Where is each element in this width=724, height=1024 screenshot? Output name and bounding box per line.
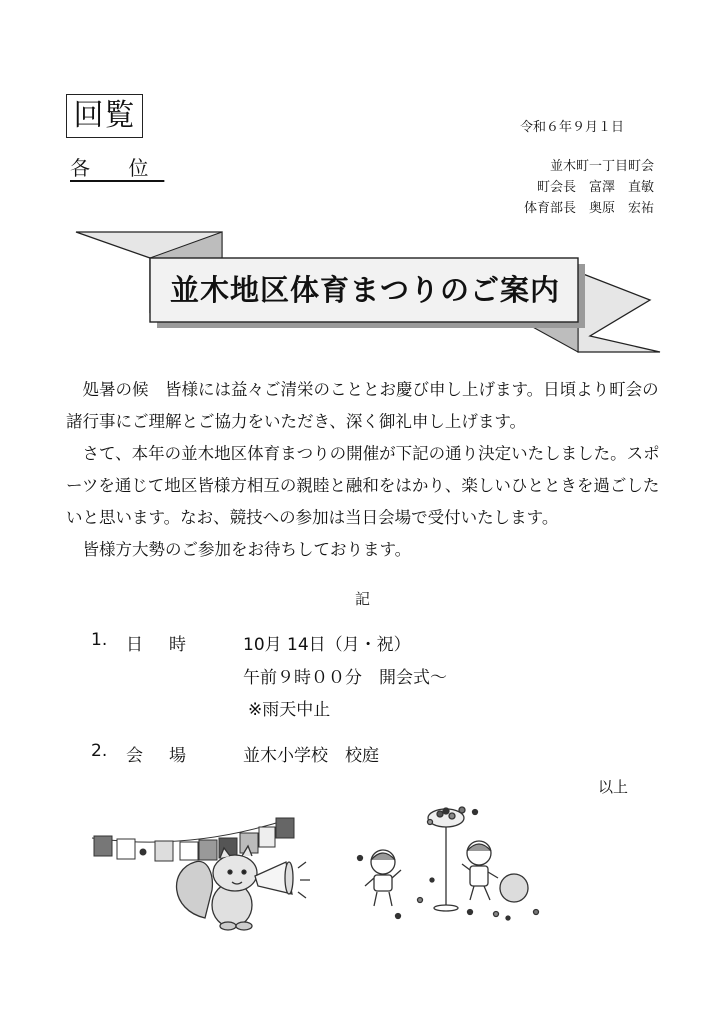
item-time-value: 午前９時００分 開会式～ [243, 668, 447, 688]
item-date-number: 1. [91, 630, 108, 650]
ball-icon [500, 874, 528, 902]
closing-ijo: 以上 [598, 778, 629, 796]
paragraph-announcement: さて、本年の並木地区体育まつりの開催が下記の通り決定いたしました。スポーツを通じて地区皆様方相互の親睦と融和をはかり、楽しいひとときを過ごしたいと思います。なお、競技への参加は当日会場で受付いたします。 [66, 444, 660, 527]
child-icon [462, 841, 498, 900]
sender-chair: 町会長 富澤 直敏 [536, 180, 654, 195]
item-venue-number: 2. [91, 741, 108, 761]
sender-sports: 体育部長 奥原 宏祐 [523, 201, 654, 216]
issue-date: 令和６年９月１日 [520, 120, 625, 135]
kairan-stamp: 回覧 [66, 94, 143, 138]
item-venue-value: 並木小学校 校庭 [243, 746, 379, 766]
child-icon [365, 850, 401, 906]
item-venue-label: 会場 [126, 746, 212, 766]
paragraph-invitation: 皆様方大勢のご参加をお待ちしております。 [82, 540, 412, 559]
page-title: 並木地区体育まつりのご案内 [169, 273, 560, 307]
paragraph-greeting: 処暑の候 皆様には益々ご清栄のこととお慶び申し上げます。日頃より町会の諸行事にご理解とご協力をいただき、深く御礼申し上げます。 [66, 380, 659, 431]
item-date-value: 10月 14日（月・祝） [243, 635, 411, 655]
addressee: 各 位 [70, 156, 165, 180]
item-rain-note: ※雨天中止 [248, 700, 331, 720]
ki-heading: 記 [355, 590, 371, 608]
sender-org: 並木町一丁目町会 [549, 159, 654, 174]
item-date-label: 日時 [126, 635, 212, 655]
